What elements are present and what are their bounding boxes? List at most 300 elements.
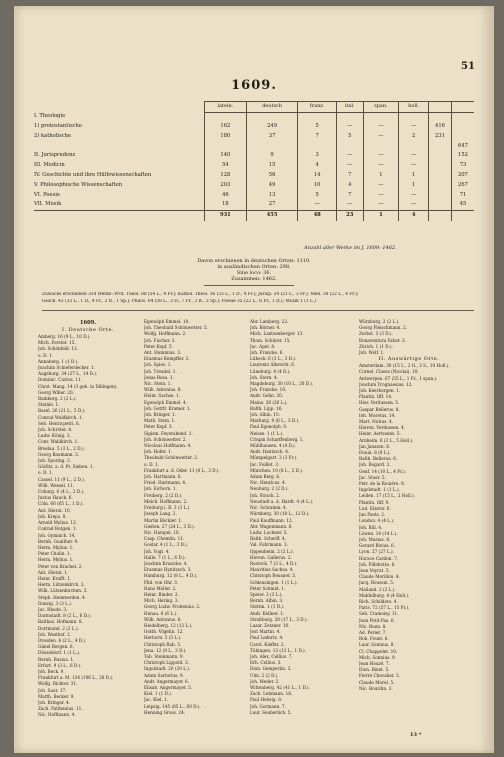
table-cell: [336, 142, 363, 152]
place-entry: Andr. Kellner. 1.: [250, 610, 285, 616]
table-cell: —: [336, 161, 363, 171]
place-entry: Balth. Bellerus. 6.: [359, 456, 398, 462]
table-cell: [399, 112, 429, 122]
place-entry: Gotth. Vögelin. 12.: [144, 629, 184, 635]
table-cell: —: [363, 181, 399, 191]
place-entry: o. D. 1.: [38, 470, 53, 476]
place-entry: Goslar. 4 (1 L., 3 D.).: [144, 542, 188, 548]
place-entry: Joh. Theobald Schönwetter. 5.: [144, 325, 208, 331]
place-entry: Lazar. Zetzner. 10.: [250, 622, 290, 628]
place-entry: Amberg. 16 (9 L., 10 D.).: [38, 334, 91, 339]
place-entry: Cornel. Claesz (Nicolai). 10.: [359, 369, 419, 375]
table-row: [34, 181, 474, 191]
place-entry: Bernh. Albin. 3.: [250, 598, 284, 604]
place-entry: Sigism. Feyerabend. 1.: [144, 430, 193, 436]
row-label: VI. Poesie: [34, 191, 60, 198]
place-entry: Joh. Bringer. 1.: [144, 412, 177, 418]
place-entry: Joh. Bill. 4.: [359, 524, 383, 530]
table-cell: 162: [205, 122, 247, 132]
place-entry: Laur. Sonnius. 8.: [359, 642, 395, 648]
place-entry: Balth. Lipp. 16.: [250, 405, 283, 411]
place-entry: Jac. Apel. 8.: [250, 343, 276, 349]
table-cell: 3: [298, 151, 337, 161]
place-entry: Leiden. 17 (15 L., 2 Holl.).: [359, 493, 415, 499]
place-entry: Hamburg. 12 (8 L., 4 D.).: [144, 573, 198, 579]
place-entry: Jac. Stoer. 5.: [359, 474, 386, 480]
place-entry: Annaberg. 1 (1 D.).: [38, 358, 79, 364]
place-entry: Lyon. 27 (27 L.).: [359, 549, 394, 555]
table-cell: [452, 122, 475, 132]
place-entry: Conr. Waldkirch. 1.: [38, 439, 79, 445]
place-entry: Mauritius Sachse. 4.: [250, 567, 294, 573]
place-entry: Neisse. 1 (1 L.).: [250, 430, 284, 436]
place-entry: Düsseldorf. 1 (1 L.).: [38, 650, 81, 656]
table-cell: 203: [205, 181, 247, 191]
place-entry: Bonaventura Faber. 3.: [359, 337, 407, 343]
statistics-table: [34, 101, 474, 221]
place-entry: Joh. Gymnich. 14.: [38, 532, 76, 538]
table-cell: 27: [246, 200, 298, 210]
table-cell: [429, 151, 452, 161]
total-cell: [429, 211, 452, 221]
table-cell: [363, 112, 399, 122]
table-cell: [246, 112, 298, 122]
place-entry: Carol. Kieffer. 2.: [250, 641, 285, 647]
place-entry: Rostock. 7 (3 L., 4 D.).: [250, 560, 298, 566]
place-entry: Andr. Gehn. 20.: [250, 393, 284, 399]
table-cell: 14: [298, 171, 337, 181]
place-entry: Nic. Henricus. 4.: [250, 480, 287, 486]
table-cell: 231: [429, 132, 452, 142]
total-cell: 455: [246, 211, 298, 221]
place-entry: Dominic. Custos. 11.: [38, 377, 82, 383]
table-cell: 5: [336, 132, 363, 142]
place-entry: Heinr. Binder. 2.: [144, 591, 179, 597]
place-entry: Hieron. Verdussen. 4.: [359, 425, 405, 431]
table-row: [34, 142, 474, 152]
place-entry: Ingolstadt. 20 (20 L.).: [144, 666, 191, 672]
place-entry: Nicolaus Hoffmann. 4.: [144, 443, 192, 449]
place-entry: Jean Petit-Pas. 6.: [359, 617, 395, 623]
table-cell: [205, 112, 247, 122]
place-entry: Joh. Francke. 6.: [250, 350, 284, 356]
table-cell: 249: [246, 122, 298, 132]
place-column: [144, 319, 244, 739]
place-entry: Joh. Keerbergen. 1.: [359, 388, 401, 394]
place-entry: Ad. Perier. 7.: [359, 629, 387, 635]
place-entry: Conrad Waldkirch. 1.: [38, 414, 83, 420]
table-cell: —: [363, 132, 399, 142]
place-entry: Zach. Lehmann. 18.: [250, 691, 293, 697]
place-entry: Halle. 7 (1 L., 6 D.).: [144, 554, 186, 560]
table-cell: —: [363, 200, 399, 210]
place-entry: Heinr. Krafft. 1.: [38, 575, 72, 581]
place-entry: o. D. 1.: [144, 461, 159, 467]
place-entry: Pierre Chevalier. 3.: [359, 673, 401, 679]
table-cell: 416: [429, 122, 452, 132]
place-entry: Georg Fleischmann. 2.: [359, 325, 408, 331]
place-entry: Jean Houzé. 7.: [359, 660, 390, 666]
table-cell: [429, 181, 452, 191]
place-entry: Paris. 72 (57 L., 15 Fr.).: [359, 605, 410, 611]
place-entry: Plantin. Off. 14.: [359, 394, 393, 400]
place-entry: Joh. Vogt. 4.: [144, 548, 170, 554]
orte-summary-line: Sine loco: 36.: [236, 270, 272, 276]
totals-row: [34, 211, 474, 221]
table-cell: —: [363, 191, 399, 201]
place-entry: Mainz. 26 (26 L.).: [250, 399, 288, 405]
place-entry: Joh. Kreps. 8.: [38, 513, 67, 519]
place-entry: Jena. 12 (9 L., 3 D.).: [144, 647, 187, 653]
table-cell: 15: [246, 161, 298, 171]
place-entry: Dresden. 6 (2 L., 4 D.).: [38, 637, 87, 643]
section-heading: II. Auswärtige Orte.: [378, 356, 440, 363]
signature-mark: 13 *: [410, 732, 422, 738]
table-cell: 647: [452, 142, 475, 152]
divider: [42, 310, 474, 311]
place-entry: Wilh. Lützenkirchen. 3.: [38, 588, 88, 594]
column-header: latein.: [205, 102, 247, 113]
table-row: [34, 132, 474, 142]
place-entry: Frankfurt a. M. 134 (106 L., 28 D.).: [38, 675, 114, 681]
row-label: V. Philosophische Wissenschaften: [34, 181, 123, 188]
column-header: ital.: [336, 102, 363, 113]
place-entry: Ludw. Lochner. 5.: [250, 529, 288, 535]
place-entry: Crispin Scharffenberg. 1.: [250, 436, 304, 442]
table-cell: [429, 200, 452, 210]
place-entry: Claude Morillon. 4.: [359, 574, 400, 580]
place-entry: Phil. von Ohr. 3.: [144, 579, 179, 585]
place-entry: Nic. Hampel. 16.: [144, 529, 180, 535]
table-cell: 56: [246, 171, 298, 181]
table-cell: 5: [298, 122, 337, 132]
place-entry: Lübeck. 6 (3 L., 3 D.).: [250, 356, 297, 362]
place-entry: Bamberg. 2 (2 L.).: [38, 396, 77, 402]
place-entry: Wilh. Antonius. 8.: [144, 387, 182, 393]
place-entry: Balth. Scherff. 4.: [250, 536, 286, 542]
total-column-header: [452, 102, 475, 113]
place-entry: Ulm. 2 (2 D.).: [250, 672, 279, 678]
place-entry: Joh. Bringer. 4.: [38, 699, 71, 705]
place-entry: Joh. Strack. 2.: [250, 492, 281, 498]
place-entry: Zach. Palthenius. 11.: [38, 706, 83, 712]
place-entry: Steinle. 1.: [38, 402, 60, 408]
place-entry: Joh. Eichorn. 1.: [144, 486, 177, 492]
place-entry: Gaspar Bellerus. 8.: [359, 406, 400, 412]
place-entry: Joh. Beck. 9.: [38, 668, 65, 674]
place-entry: Cl. Chappelet. 10.: [359, 648, 398, 654]
divider: [204, 285, 294, 286]
place-entry: Seb. Cramoisy. 11.: [359, 611, 399, 617]
place-entry: Hier. Verdussen. 5.: [359, 400, 400, 406]
book-page: [14, 6, 494, 753]
place-entry: Wilh. Antonius. 6.: [144, 616, 182, 622]
place-entry: Nic. Buon. 8.: [359, 623, 387, 629]
place-entry: Dortmund. 2 (2 L.).: [38, 625, 79, 631]
place-entry: Tübingen. 13 (12 L., 1 D.).: [250, 647, 306, 653]
section-heading: I. Deutsche Orte.: [61, 327, 115, 333]
row-label: 2) katholische: [34, 132, 72, 139]
place-entry: Antwerpen. 67 (55 L., 1 Fr., 1 span.).: [359, 375, 438, 381]
total-cell: 4: [399, 211, 429, 221]
place-entry: Peter Kopf. 5.: [144, 343, 173, 349]
place-entry: Ant. Hierat. 10.: [38, 507, 72, 513]
orte-summary-line: Zusammen: 1462.: [231, 276, 277, 282]
place-entry: Jan Janszen. 8.: [359, 443, 391, 449]
place-entry: Zürich. 1 (1 D.).: [359, 343, 393, 349]
place-entry: Genf. 14 (10 L., 4 Fr.).: [359, 468, 407, 474]
place-entry: Neustadt a. d. Hardt. 4 (4 L.).: [250, 498, 314, 504]
place-entry: Lud. Elzevir. 6.: [359, 505, 391, 511]
place-entry: Wolfg. Richter. 31.: [38, 681, 78, 687]
place-entry: Andr. Hantzsch. 4.: [250, 449, 290, 455]
place-entry: Mart. Nutius. 4.: [359, 419, 394, 425]
place-entry: Mich. Lantzenberger. 13.: [250, 331, 304, 337]
table-cell: [298, 142, 337, 152]
place-entry: Joh. Schönwetter. 2.: [144, 436, 187, 442]
place-entry: Gerard Rivius. 6.: [359, 543, 396, 549]
place-entry: Egenolph Emmel. 4.: [144, 399, 187, 405]
place-entry: Heinr. Sachse. 1.: [144, 393, 181, 399]
place-entry: Joh. Schönfeld. 13.: [38, 346, 79, 352]
place-entry: Conrad Butgen. 1.: [38, 526, 77, 532]
place-entry: Löwen. 14 (14 L.).: [359, 530, 398, 536]
place-entry: Joh. Wolf. 1.: [359, 350, 385, 356]
place-entry: Melch. Hoffmann. 2.: [144, 498, 188, 504]
place-entry: Bernh. Busius. 1.: [38, 656, 75, 662]
table-cell: 9: [246, 151, 298, 161]
table-cell: 71: [452, 191, 475, 201]
place-entry: Hans Moller. 2.: [144, 585, 177, 591]
place-entry: Würzburg. 2 (2 L.).: [359, 319, 400, 324]
place-entry: Adam Sartorius. 9.: [144, 672, 184, 678]
place-entry: Steph. Hemmerden. 4.: [38, 594, 87, 600]
table-cell: —: [336, 151, 363, 161]
place-entry: Augsburg. 34 (27 L., 14 D.).: [38, 371, 98, 377]
place-entry: Christoph Reusner. 3.: [250, 573, 297, 579]
place-entry: Joh. Treudel. 1.: [144, 368, 177, 374]
place-entry: Straßburg. 20 (17 L., 3 D.).: [250, 616, 308, 622]
table-cell: —: [298, 200, 337, 210]
table-cell: —: [399, 122, 429, 132]
place-entry: Thom. Schürer. 15.: [250, 337, 291, 343]
table-cell: 1: [363, 171, 399, 181]
table-cell: [298, 112, 337, 122]
place-entry: Horace Cardon. 7.: [359, 555, 399, 561]
place-entry: Jonas Rosa. 1.: [144, 374, 174, 380]
place-entry: Frankfurt a. d. Oder. 11 (8 L., 3 D.).: [144, 467, 220, 473]
place-entry: Lüneburg. 4 (4 D.).: [250, 368, 291, 374]
place-entry: Wittenberg. 42 (41 L., 1 D.).: [250, 684, 310, 690]
place-entry: Casp. Chemlin. 11.: [144, 536, 185, 542]
place-entry: Speier. 3 (3 L.).: [250, 591, 283, 597]
place-entry: Laurentz Albrecht. 6.: [250, 362, 296, 368]
place-entry: Freiburg i. B. 3 (3 L.).: [144, 505, 191, 511]
place-column: [38, 319, 138, 739]
table-cell: 13: [246, 191, 298, 201]
table-row: [34, 161, 474, 171]
place-entry: Mich. Sonnius. 9.: [359, 654, 396, 660]
table-cell: [452, 112, 475, 122]
place-entry: Abr. Wagenmann. 6.: [250, 523, 293, 529]
table-cell: [246, 142, 298, 152]
place-entry: Joh. Hartmann. 6.: [144, 474, 182, 480]
place-entry: Dion. Gemperlin. 3.: [250, 666, 292, 672]
place-entry: Hieron. Gallerus. 2.: [250, 554, 292, 560]
table-cell: 46: [205, 191, 247, 201]
table-cell: —: [399, 191, 429, 201]
place-entry: Henning Gross. 24.: [144, 709, 186, 715]
place-entry: Nic. Schramm. 4.: [250, 505, 288, 511]
table-cell: 73: [452, 161, 475, 171]
table-row: [34, 122, 474, 132]
place-entry: Mich. Forster. 15.: [38, 340, 76, 346]
place-entry: Andr. Angermayer. 6.: [144, 678, 189, 684]
place-entry: Gießen. 27 (24 L., 3 D.).: [144, 523, 196, 529]
table-cell: —: [363, 122, 399, 132]
place-entry: Peter von Brachel. 2.: [38, 563, 83, 569]
place-entry: Schleusingen. 1 (1 L.).: [250, 579, 298, 585]
place-entry: Joh. Francke. 10.: [250, 387, 287, 393]
table-cell: 2: [399, 132, 429, 142]
place-entry: Joh. Masius. 8.: [359, 536, 391, 542]
table-cell: [452, 132, 475, 142]
place-entry: Joseph Lang. 2.: [144, 511, 177, 517]
place-entry: Kiel. 1 (1 D.).: [144, 691, 173, 697]
place-entry: Joh. Spies. 1.: [144, 362, 172, 368]
totals-label-spacer: [34, 211, 205, 221]
place-entry: Matth. Becker. 9.: [38, 693, 75, 699]
table-cell: 7: [298, 132, 337, 142]
place-entry: Theobald Schönwetter. 2.: [144, 455, 199, 461]
place-entry: Herm. Mylius. 1.: [38, 557, 74, 563]
place-entry: Chrst. Mang. 14 (3 geb. in Dillingen).: [38, 383, 118, 389]
place-entry: Ant. Hierat. 1.: [38, 569, 69, 575]
total-cell: 23: [336, 211, 363, 221]
place-entry: Gimel Bergen. 6.: [38, 644, 74, 650]
table-row: [34, 112, 474, 122]
table-cell: [429, 161, 452, 171]
table-cell: 37: [246, 132, 298, 142]
place-entry: Hanau. 6 (6 L.).: [144, 610, 178, 616]
place-entry: Joachim Krusicke. 4.: [144, 560, 188, 566]
table-cell: —: [363, 151, 399, 161]
table-row: [34, 200, 474, 210]
place-entry: Martin Böckler. 1.: [144, 517, 183, 523]
place-entry: Mühlhausen. 4 (4 D.).: [250, 443, 297, 449]
place-entry: Middelburg. 4 (4 Holl.).: [359, 592, 410, 598]
table-cell: [429, 191, 452, 201]
place-entry: Cassel. 11 (9 L., 2 D.).: [38, 476, 86, 482]
place-entry: Jac. Kiel. 1.: [144, 697, 169, 703]
table-cell: 10: [298, 181, 337, 191]
place-entry: Cöln. 66 (65 L., 1 D.).: [38, 501, 84, 507]
place-entry: Jean Veyrat. 5.: [359, 567, 391, 573]
table-cell: 54: [205, 161, 247, 171]
place-entry: Christoph Lippold. 3.: [144, 660, 189, 666]
place-entry: Mailand. 2 (2 L.).: [359, 586, 396, 592]
place-entry: Plantin. Off. 9.: [359, 499, 390, 505]
place-entry: Jost Martin. 4.: [250, 629, 281, 635]
table-cell: [429, 171, 452, 181]
place-entry: Fried. Hartmann. 4.: [144, 480, 187, 486]
table-cell: [336, 112, 363, 122]
table-cell: 49: [246, 181, 298, 191]
place-entry: Breslau. 5 (3 L., 2 D.).: [38, 445, 85, 451]
place-entry: Mich. Hering. 3.: [144, 598, 179, 604]
column-header: holl.: [399, 102, 429, 113]
table-cell: 140: [205, 151, 247, 161]
place-entry: Joh. Börner. 4.: [250, 325, 281, 331]
place-entry: Jan Paets. 2.: [359, 512, 386, 518]
place-entry: Abr. Lamberg. 22.: [250, 319, 289, 324]
place-entry: Egenolph Emmel. 10.: [144, 319, 190, 324]
place-entry: Herborn. 5 (5 L.).: [144, 635, 182, 641]
place-entry: Peter Schmid. 1.: [250, 585, 286, 591]
place-entry: Seb. Henricpetri. 6.: [38, 420, 81, 426]
place-entry: Georg Baumann. 3.: [38, 451, 80, 457]
place-entry: Rich. Schilders. 4.: [359, 598, 398, 604]
place-entry: Amsterdam. 30 (15 L., 2 It., 3 S., 10 Holl.).: [359, 363, 450, 369]
place-entry: Zerbst. 3 (3 D.).: [359, 331, 393, 337]
place-entry: Paul Egenolph. 9.: [250, 424, 288, 430]
table-cell: 18: [205, 200, 247, 210]
table-row: [34, 191, 474, 201]
table-cell: 7: [336, 191, 363, 201]
column-header: deutsch: [246, 102, 298, 113]
table-cell: 207: [452, 171, 475, 181]
place-entry: Paul Helwig. 8.: [250, 697, 283, 703]
table-cell: 5: [298, 191, 337, 201]
table-cell: 7: [336, 171, 363, 181]
table-cell: [429, 142, 452, 152]
row-label: IV. Geschichte und ihre Hülfswissenschaften: [34, 172, 152, 179]
column-header: span.: [363, 102, 399, 113]
table-cell: —: [399, 151, 429, 161]
total-works-note: Anzahl aller Werke im J. 1609: 1462.: [304, 245, 397, 251]
year-title: 1609.: [231, 78, 277, 93]
place-entry: Heidelberg. 12 (12 L.).: [144, 622, 193, 628]
place-entry: Paul Ledertz. 4.: [250, 635, 284, 641]
place-entry: Peter Kopf. 3.: [144, 424, 173, 430]
summary-paragraph-line: Zuwachs erschienen 314 Werke: Prot. Theol. 88 (54 L., 4 Fr.); Kathol. Theol. 36 (33 L., 1 D., 4 Fr.); Jurisp. 24 (21 L., 3 Fr.); Med. 30 (22 L., 4 Fr.);: [42, 292, 359, 297]
place-entry: Dion. Binet. 5.: [359, 667, 390, 673]
table-cell: 45: [452, 200, 475, 210]
place-entry: Danzig. 3 (3 L.).: [38, 600, 73, 606]
orte-summary-line: Davon erschienen in deutschen Orten: 1110.: [197, 258, 311, 264]
place-entry: Math. Stein. 1.: [144, 418, 176, 424]
place-entry: Joh. Albin. 10.: [250, 412, 280, 418]
place-entry: Joh. Schröter. 4.: [38, 427, 73, 433]
place-entry: Laur. Seuberlich. 5.: [250, 709, 292, 715]
place-entry: Görlitz. a. d. Pr. Sieben. 1.: [38, 464, 94, 470]
place-entry: Nic. Stein. 1.: [144, 381, 172, 387]
place-entry: Oppenheim. 2 (2 L.).: [250, 548, 294, 554]
place-entry: Joh. Bogard. 2.: [359, 462, 391, 468]
place-entry: Neuburg. 2 (2 D.).: [250, 486, 289, 492]
place-entry: München. 10 (8 L., 2 D.).: [250, 467, 304, 473]
place-entry: Petr. de la Rouière. 9.: [359, 481, 405, 487]
place-entry: Balthas. Hofmann. 8.: [38, 619, 83, 625]
table-cell: [205, 142, 247, 152]
table-cell: —: [336, 200, 363, 210]
table-cell: 180: [205, 132, 247, 142]
place-entry: Joh. Westhof. 2.: [38, 631, 72, 637]
place-entry: Rob. Fouet. 6.: [359, 636, 389, 642]
place-entry: Joh. Fischer. 3.: [144, 337, 176, 343]
place-entry: Claude Morel. 5.: [359, 679, 395, 685]
place-entry: Douai. 8 (8 L.).: [359, 450, 391, 456]
